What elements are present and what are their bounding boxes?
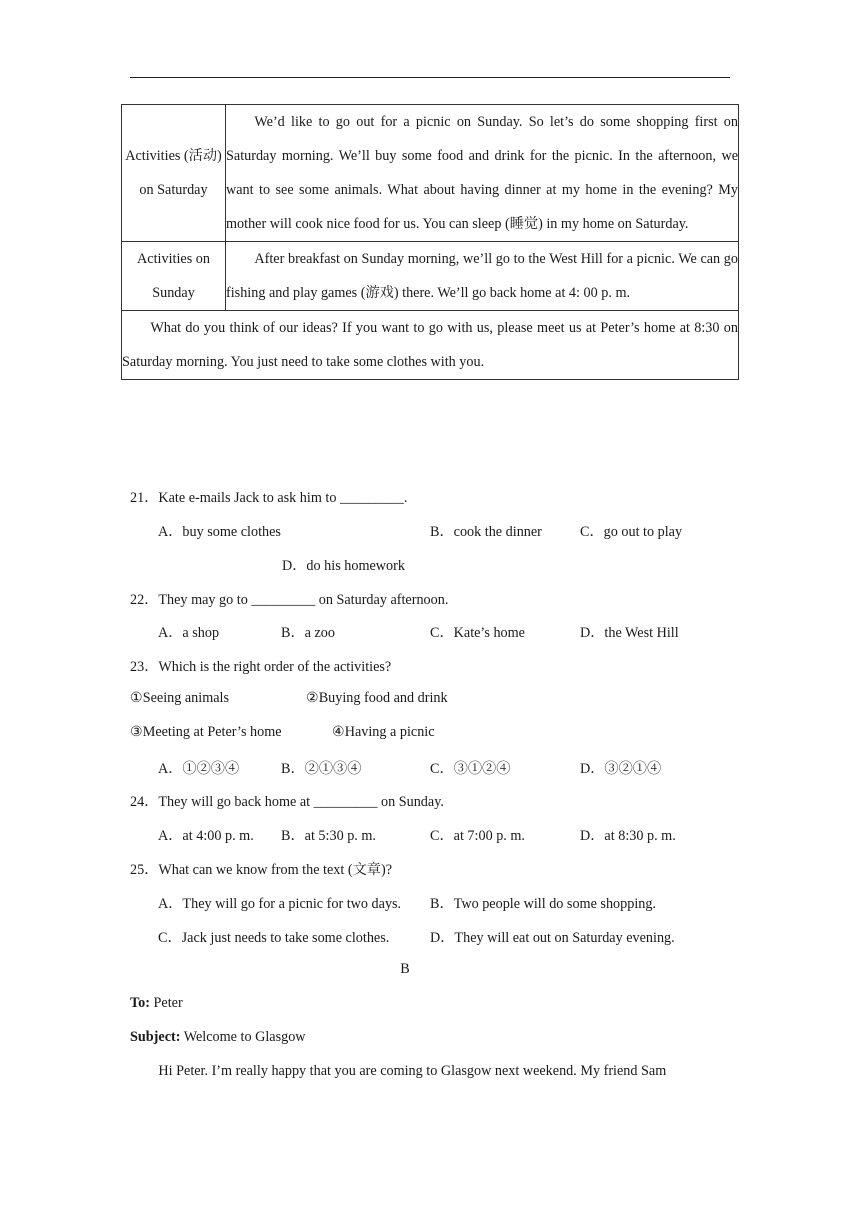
q24-option-a: A．at 4:00 p. m. bbox=[158, 828, 254, 844]
to-label: To: bbox=[130, 995, 150, 1011]
q23-item-3: ③Meeting at Peter’s home bbox=[130, 724, 282, 740]
header-rule bbox=[130, 77, 730, 78]
q23-option-d: D．③②①④ bbox=[580, 761, 662, 777]
q22-option-d: D．the West Hill bbox=[580, 625, 679, 641]
row-label: Activities (活动) on Saturday bbox=[122, 105, 226, 242]
subject-label: Subject: bbox=[130, 1029, 181, 1045]
q23-option-a: A．①②③④ bbox=[158, 761, 240, 777]
question-22: 22．They may go to _________ on Saturday afternoon. bbox=[130, 592, 449, 608]
q25-option-a: A．They will go for a picnic for two days. bbox=[158, 896, 402, 912]
email-subject-line bbox=[130, 1029, 306, 1046]
q23-option-c: C．③①②④ bbox=[430, 761, 511, 777]
question-23: 23．Which is the right order of the activities? bbox=[130, 659, 392, 675]
question-21: 21．Kate e-mails Jack to ask him to _________. bbox=[130, 490, 408, 506]
row-text: After breakfast on Sunday morning, we’ll go to the West Hill for a picnic. We can go fishing and play games (游戏) there. We’ll go back home at 4: 00 p. m. bbox=[226, 242, 739, 311]
q22-option-b: B．a zoo bbox=[281, 625, 335, 641]
q23-item-2: ②Buying food and drink bbox=[306, 690, 448, 706]
table-row bbox=[122, 311, 739, 380]
q21-option-a: A．buy some clothes bbox=[158, 524, 281, 540]
email-body: Hi Peter. I’m really happy that you are coming to Glasgow next weekend. My friend Sam bbox=[158, 1063, 667, 1079]
closing-text: What do you think of our ideas? If you want to go with us, please meet us at Peter’s home at 8:30 on Saturday morning. You just need to take some clothes with you. bbox=[122, 311, 739, 380]
email-to-line bbox=[130, 995, 183, 1012]
q24-option-b: B．at 5:30 p. m. bbox=[281, 828, 376, 844]
activities-table bbox=[121, 104, 739, 380]
question-25: 25．What can we know from the text (文章)? bbox=[130, 862, 392, 878]
row-label: Activities on Sunday bbox=[122, 242, 226, 311]
q25-option-b: B．Two people will do some shopping. bbox=[430, 896, 656, 912]
q22-option-a: A．a shop bbox=[158, 625, 220, 641]
q21-option-d: D．do his homework bbox=[282, 558, 405, 574]
q21-option-c: C．go out to play bbox=[580, 524, 683, 540]
q24-option-d: D．at 8:30 p. m. bbox=[580, 828, 676, 844]
q22-option-c: C．Kate’s home bbox=[430, 625, 525, 641]
question-24: 24．They will go back home at _________ on Sunday. bbox=[130, 794, 444, 810]
q25-option-c: C．Jack just needs to take some clothes. bbox=[158, 930, 390, 946]
q21-option-b: B．cook the dinner bbox=[430, 524, 542, 540]
q24-option-c: C．at 7:00 p. m. bbox=[430, 828, 525, 844]
table-row bbox=[122, 105, 739, 242]
to-value: Peter bbox=[149, 995, 183, 1011]
q23-item-4: ④Having a picnic bbox=[332, 724, 435, 740]
subject-value: Welcome to Glasgow bbox=[180, 1029, 306, 1045]
q23-option-b: B．②①③④ bbox=[281, 761, 362, 777]
q25-option-d: D．They will eat out on Saturday evening. bbox=[430, 930, 675, 946]
table-row bbox=[122, 242, 739, 311]
row-text: We’d like to go out for a picnic on Sunday. So let’s do some shopping first on Saturday morning. We’ll buy some food and drink for the picnic. In the afternoon, we want to see some animals. What about having dinner at my home in the evening? My mother will cook nice food for us. You can sleep (睡觉) in my home on Saturday. bbox=[226, 105, 739, 242]
q23-item-1: ①Seeing animals bbox=[130, 690, 230, 706]
section-heading: B bbox=[400, 961, 410, 977]
